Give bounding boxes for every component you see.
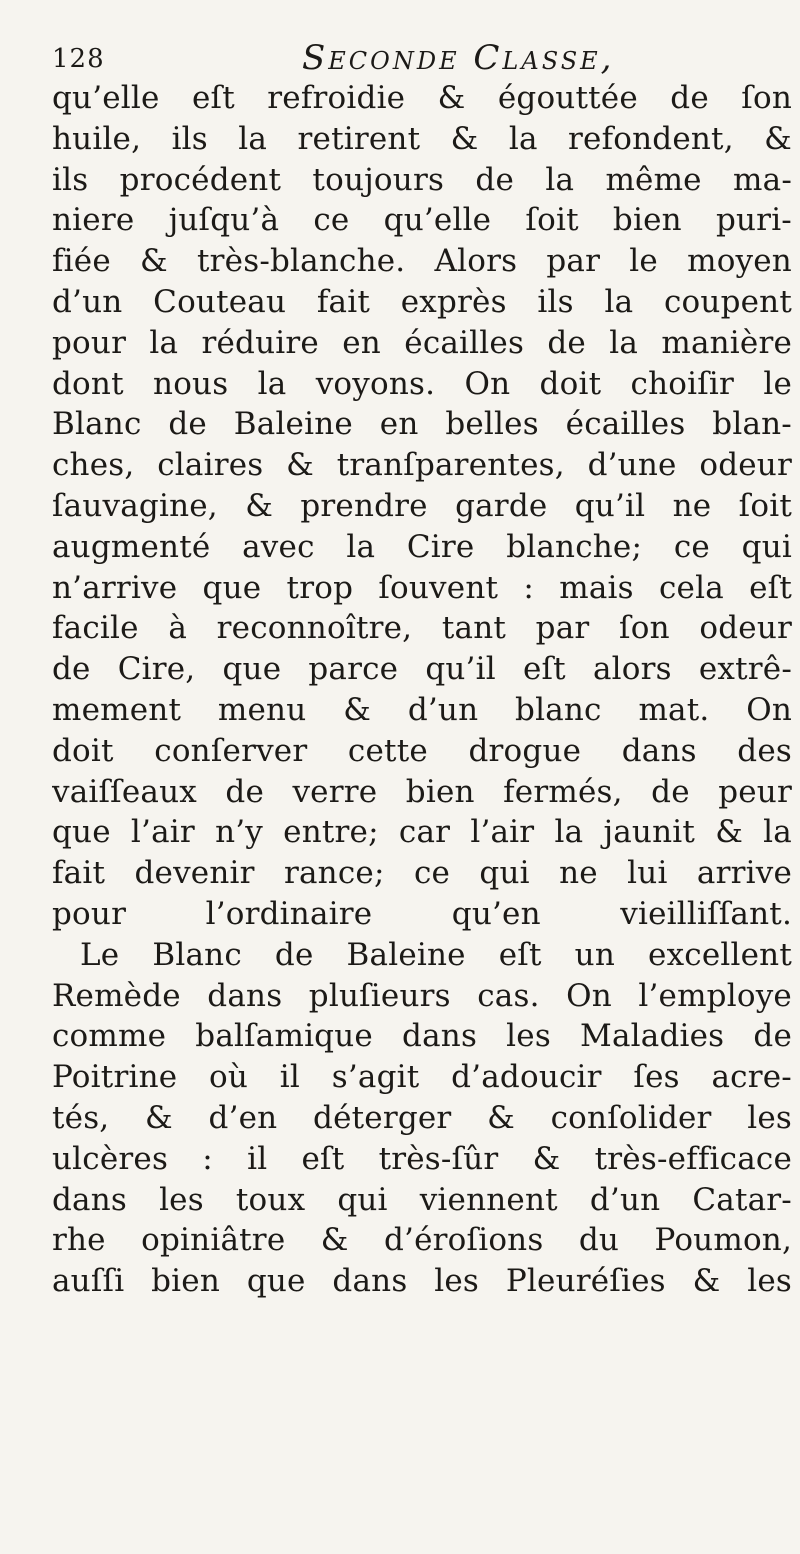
text-line: dont nous la voyons. On doit choiſir le (52, 365, 792, 402)
text-line: facile à reconnoître, tant par ſon odeur (52, 610, 792, 647)
text-line: niere juſqu’à ce qu’elle ſoit bien puri- (52, 202, 792, 239)
text-line: ſauvagine, & prendre garde qu’il ne ſoit (52, 487, 792, 524)
running-head: Seconde Classe, (302, 38, 615, 78)
text-line: ches, claires & tranſparentes, d’une odeur (52, 447, 792, 484)
text-line: Le Blanc de Baleine eſt un excellent (80, 936, 792, 973)
text-line: fait devenir rance; ce qui ne lui arrive (52, 855, 792, 892)
text-line: n’arrive que trop ſouvent : mais cela eſt (52, 569, 792, 606)
text-line: huile, ils la retirent & la refondent, & (52, 120, 792, 157)
text-line: ulcères : il eſt très-ſûr & très-efficace (52, 1140, 792, 1177)
text-line: mement menu & d’un blanc mat. On (52, 691, 792, 728)
page-number: 128 (52, 44, 105, 74)
text-line: pour la réduire en écailles de la manière (52, 324, 792, 361)
text-line: vaiſſeaux de verre bien fermés, de peur (52, 773, 792, 810)
text-line: augmenté avec la Cire blanche; ce qui (52, 528, 792, 565)
text-line: qu’elle eſt refroidie & égouttée de ſon (52, 80, 792, 116)
body-text (52, 78, 792, 1302)
text-line: pour l’ordinaire qu’en vieilliſſant. (52, 895, 792, 932)
text-line: que l’air n’y entre; car l’air la jaunit & la (52, 814, 792, 851)
text-line: ils procédent toujours de la même ma- (52, 161, 792, 198)
text-line: fiée & très-blanche. Alors par le moyen (52, 243, 792, 280)
text-line: Poitrine où il s’agit d’adoucir ſes acre- (52, 1059, 792, 1096)
text-line: d’un Couteau fait exprès ils la coupent (52, 283, 792, 320)
text-line: Blanc de Baleine en belles écailles blan- (52, 406, 792, 443)
text-line: comme balſamique dans les Maladies de (52, 1018, 792, 1055)
text-line: auſſi bien que dans les Pleuréſies & les (52, 1263, 792, 1300)
text-line: dans les toux qui viennent d’un Catar- (52, 1181, 792, 1218)
text-line: tés, & d’en déterger & conſolider les (52, 1099, 792, 1136)
text-line: de Cire, que parce qu’il eſt alors extrê- (52, 651, 792, 688)
text-line: Remède dans pluſieurs cas. On l’employe (52, 977, 792, 1014)
text-line: rhe opiniâtre & d’éroſions du Poumon, (52, 1222, 792, 1259)
text-line: doit conſerver cette drogue dans des (52, 732, 792, 769)
